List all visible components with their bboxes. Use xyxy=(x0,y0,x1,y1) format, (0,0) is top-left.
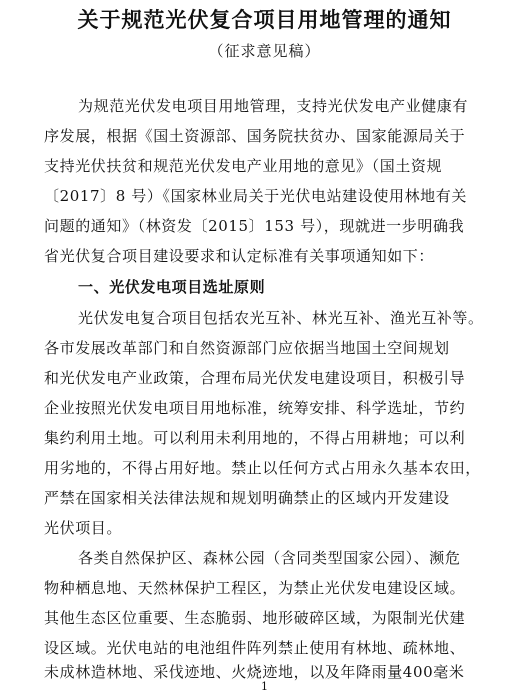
document-title: 关于规范光伏复合项目用地管理的通知 xyxy=(77,8,452,32)
paragraph-line: 其他生态区位重要、生态脆弱、地形破碎区域，为限制光伏建 xyxy=(44,609,466,627)
paragraph-line: 物种栖息地、天然林保护工程区，为禁止光伏发电建设区域。 xyxy=(44,579,466,597)
section-heading: 一、光伏发电项目选址原则 xyxy=(78,278,266,296)
paragraph-line: 各市发展改革部门和自然资源部门应依据当地国土空间规划 xyxy=(44,339,450,357)
paragraph-line: 和光伏发电产业政策，合理布局光伏发电建设项目，积极引导 xyxy=(44,369,466,387)
paragraph-line: 支持光伏扶贫和规范光伏发电产业用地的意见》（国土资规 xyxy=(44,157,443,175)
paragraph-line: 省光伏复合项目建设要求和认定标准有关事项通知如下： xyxy=(44,247,435,265)
document-subtitle: （征求意见稿） xyxy=(208,42,321,60)
paragraph-line: 设区域。光伏电站的电池组件阵列禁止使用有林地、疏林地、 xyxy=(44,639,466,657)
paragraph-line: 用劣地的，不得占用好地。禁止以任何方式占用永久基本农田， xyxy=(44,459,481,477)
paragraph-line: 为规范光伏发电项目用地管理，支持光伏发电产业健康有 xyxy=(78,97,469,115)
paragraph-line: 光伏项目。 xyxy=(44,519,123,537)
paragraph-line: 各类自然保护区、森林公园（含同类型国家公园）、濒危 xyxy=(78,549,461,567)
paragraph-line: 集约利用土地。可以利用未利用地的，不得占用耕地；可以利 xyxy=(44,429,466,447)
paragraph-line: 企业按照光伏发电项目用地标准，统筹安排、科学选址，节约 xyxy=(44,399,466,417)
paragraph-line: 〔2017〕8 号）《国家林业局关于光伏电站建设使用林地有关 xyxy=(44,187,467,205)
page-number: 1 xyxy=(261,680,268,693)
paragraph-line: 光伏发电复合项目包括农光互补、林光互补、渔光互补等。 xyxy=(78,309,484,327)
paragraph-line: 未成林造林地、采伐迹地、火烧迹地，以及年降雨量400毫米 xyxy=(44,663,465,681)
paragraph-line: 严禁在国家相关法律法规和规划明确禁止的区域内开发建设 xyxy=(44,489,450,507)
paragraph-line: 序发展，根据《国土资源部、国务院扶贫办、国家能源局关于 xyxy=(44,127,466,145)
paragraph-line: 问题的通知》（林资发〔2015〕153 号），现就进一步明确我 xyxy=(44,217,465,235)
